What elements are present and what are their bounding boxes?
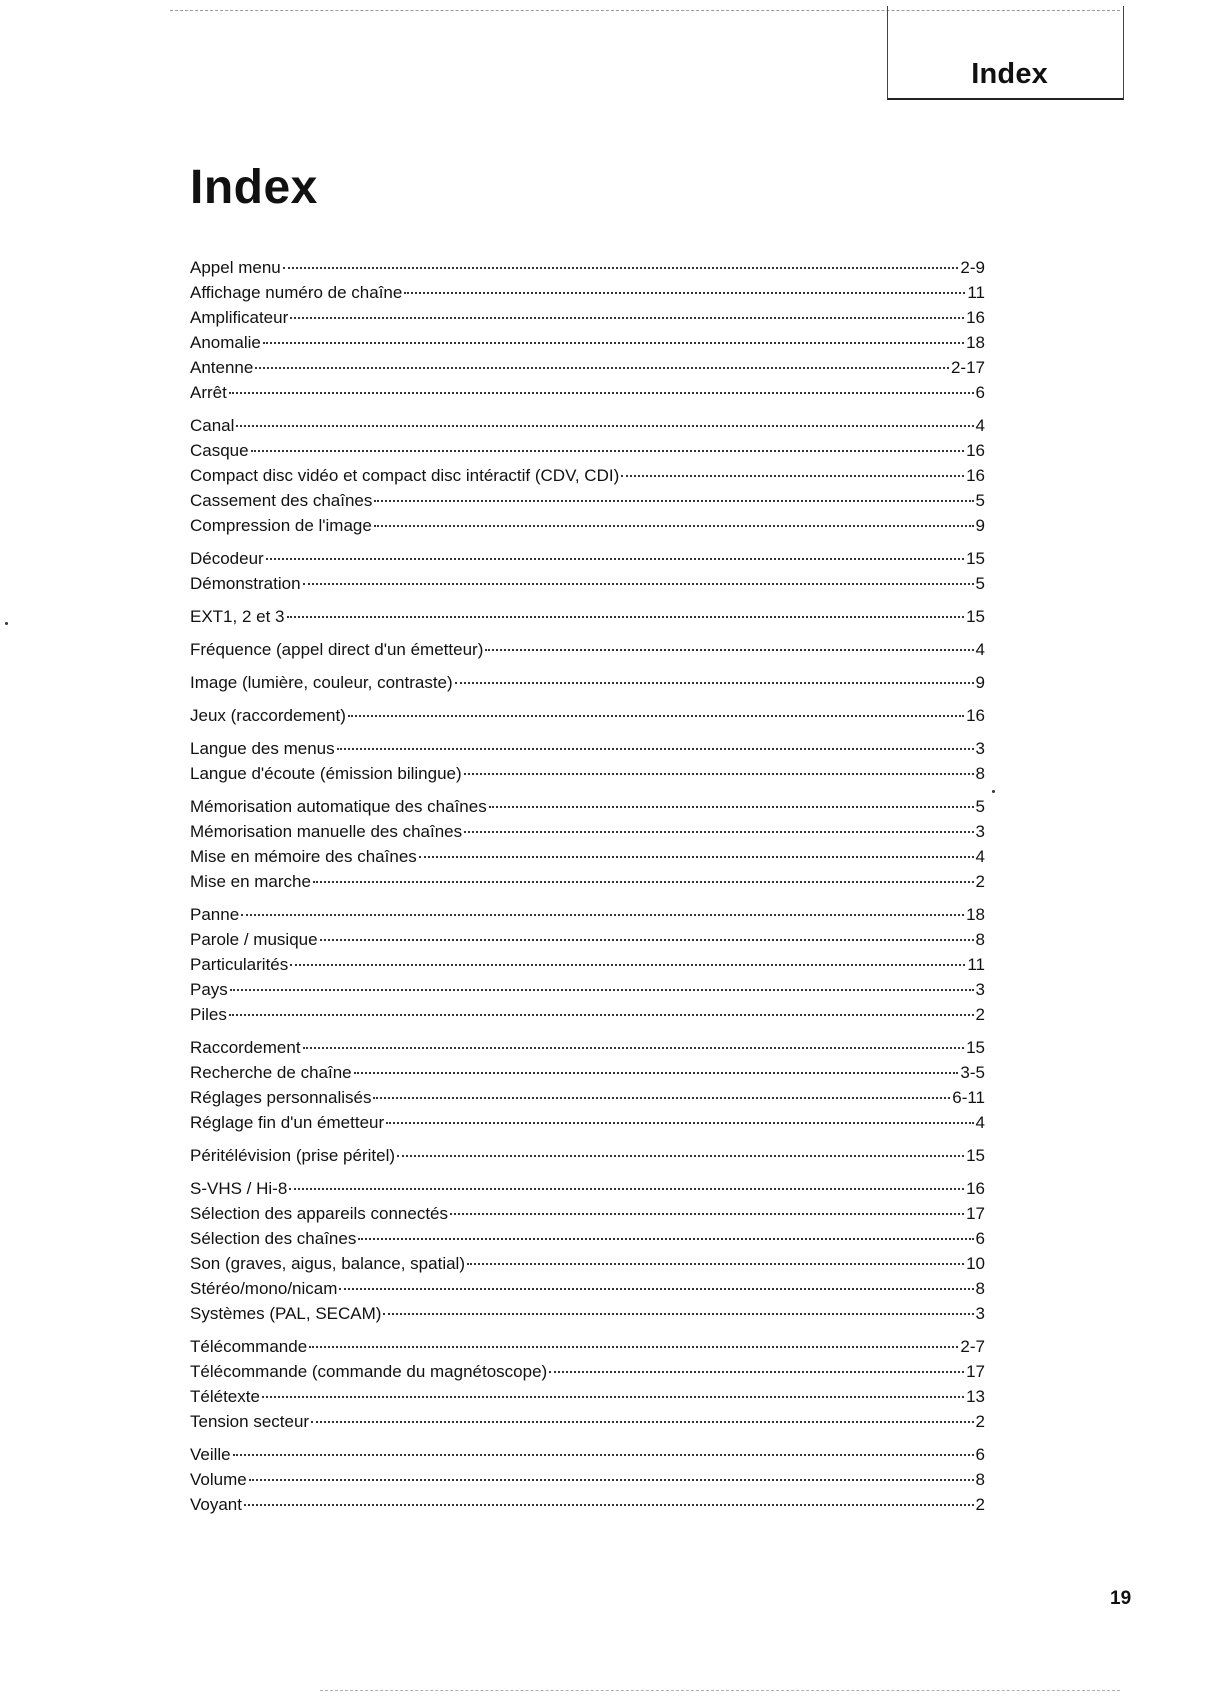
index-entry [190,513,985,538]
index-group [190,413,985,538]
entry-page: 6 [975,1229,985,1248]
entry-page: 10 [966,1254,985,1273]
dot-leader [249,1479,974,1481]
index-group [190,1143,985,1168]
index-entry [190,1334,985,1359]
dot-leader [337,748,974,750]
dot-leader [404,292,965,294]
entry-page: 4 [975,640,985,659]
entry-label: Péritélévision (prise péritel) [190,1146,396,1165]
dot-leader [450,1213,964,1215]
entry-label: Panne [190,905,240,924]
index-group [190,670,985,695]
entry-label: Sélection des chaînes [190,1229,357,1248]
index-entry [190,305,985,330]
index-entry [190,703,985,728]
entry-label: Antenne [190,358,254,377]
dot-leader [464,831,973,833]
entry-page: 6 [975,383,985,402]
dot-leader [339,1288,973,1290]
entry-page: 15 [966,549,985,568]
entry-page: 8 [975,930,985,949]
index-entry [190,927,985,952]
index-entry [190,438,985,463]
entry-page: 16 [966,308,985,327]
index-entry [190,546,985,571]
entry-label: Réglage fin d'un émetteur [190,1113,385,1132]
index-entry [190,280,985,305]
scan-speck [992,790,995,793]
header-tab [887,6,1124,100]
index-entry [190,604,985,629]
entry-label: Fréquence (appel direct d'un émetteur) [190,640,484,659]
index-entry [190,1384,985,1409]
index-entry [190,1002,985,1027]
dot-leader [241,914,964,916]
entry-label: S-VHS / Hi-8 [190,1179,288,1198]
entry-page: 18 [966,905,985,924]
entry-page: 16 [966,1179,985,1198]
dot-leader [262,1396,964,1398]
entry-page: 8 [975,764,985,783]
header-tab-label: Index [971,58,1048,90]
entry-label: Particularités [190,955,289,974]
index-group [190,1334,985,1434]
entry-page: 9 [975,516,985,535]
dot-leader [313,881,974,883]
entry-page: 4 [975,847,985,866]
index-entry [190,571,985,596]
entry-label: Parole / musique [190,930,318,949]
index-group [190,255,985,405]
index-entry [190,1085,985,1110]
dot-leader [287,616,965,618]
index-entry [190,1110,985,1135]
dot-leader [251,450,964,452]
index-entry [190,952,985,977]
dot-leader [236,425,973,427]
entry-label: Voyant [190,1495,242,1514]
entry-page: 2-17 [950,358,985,377]
entry-label: Recherche de chaîne [190,1063,352,1082]
entry-page: 6 [975,1445,985,1464]
entry-page: 18 [966,333,985,352]
dot-leader [397,1155,964,1157]
index-entry [190,1060,985,1085]
index-entry [190,1359,985,1384]
entry-page: 6-11 [952,1088,985,1107]
dot-leader [309,1346,958,1348]
index-entry [190,1035,985,1060]
entry-page: 2 [975,1412,985,1431]
page-title: Index [190,161,318,214]
entry-label: Mise en mémoire des chaînes [190,847,417,866]
dot-leader [383,1313,973,1315]
dot-leader [290,317,964,319]
index-entry [190,488,985,513]
index-entry [190,255,985,280]
dot-leader [374,525,974,527]
index-entry [190,355,985,380]
entry-page: 3 [975,1304,985,1323]
entry-label: Veille [190,1445,231,1464]
entry-page: 17 [966,1204,985,1223]
index-entry [190,736,985,761]
entry-page: 2-7 [960,1337,985,1356]
index-entry [190,844,985,869]
entry-label: Télétexte [190,1387,260,1406]
entry-label: Casque [190,441,249,460]
entry-label: Raccordement [190,1038,301,1057]
index-entry [190,330,985,355]
index-group [190,1176,985,1326]
entry-page: 4 [975,416,985,435]
index-entry [190,670,985,695]
index-entry [190,869,985,894]
dot-leader [348,715,964,717]
index-list [190,255,985,1525]
entry-label: Image (lumière, couleur, contraste) [190,673,453,692]
entry-label: Langue des menus [190,739,335,758]
dot-leader [467,1263,964,1265]
entry-page: 16 [966,706,985,725]
entry-page: 17 [966,1362,985,1381]
entry-label: Anomalie [190,333,261,352]
entry-label: Compact disc vidéo et compact disc intéractif (CDV, CDI) [190,466,620,485]
entry-label: Canal [190,416,235,435]
entry-label: Amplificateur [190,308,289,327]
entry-page: 8 [975,1279,985,1298]
index-entry [190,794,985,819]
dot-leader [621,475,964,477]
page-number: 19 [1110,1588,1132,1609]
entry-page: 15 [966,607,985,626]
dot-leader [290,964,965,966]
entry-page: 3 [975,822,985,841]
entry-label: Affichage numéro de chaîne [190,283,403,302]
index-entry [190,761,985,786]
dot-leader [263,342,964,344]
dot-leader [289,1188,964,1190]
index-group [190,703,985,728]
entry-page: 13 [966,1387,985,1406]
dot-leader [419,856,974,858]
entry-page: 11 [967,955,985,974]
index-entry [190,977,985,1002]
index-entry [190,1201,985,1226]
dot-leader [485,649,973,651]
index-entry [190,1251,985,1276]
index-entry [190,463,985,488]
entry-label: Mémorisation automatique des chaînes [190,797,487,816]
index-group [190,1035,985,1135]
entry-label: EXT1, 2 et 3 [190,607,285,626]
index-group [190,604,985,629]
index-entry [190,1467,985,1492]
index-group [190,902,985,1027]
dot-leader [374,500,973,502]
entry-page: 3 [975,739,985,758]
entry-label: Démonstration [190,574,301,593]
dot-leader [489,806,974,808]
index-entry [190,819,985,844]
index-entry [190,1276,985,1301]
entry-label: Décodeur [190,549,264,568]
dot-leader [244,1504,974,1506]
dot-leader [311,1421,973,1423]
dot-leader [229,392,974,394]
bottom-rule [320,1690,1120,1691]
dot-leader [358,1238,973,1240]
index-entry [190,1143,985,1168]
index-group [190,637,985,662]
entry-page: 2 [975,1005,985,1024]
entry-label: Sélection des appareils connectés [190,1204,448,1223]
entry-label: Pays [190,980,228,999]
entry-page: 15 [966,1146,985,1165]
index-entry [190,1176,985,1201]
entry-label: Volume [190,1470,247,1489]
entry-label: Jeux (raccordement) [190,706,346,725]
entry-label: Réglages personnalisés [190,1088,372,1107]
dot-leader [373,1097,950,1099]
entry-page: 5 [975,797,985,816]
dot-leader [320,939,974,941]
dot-leader [549,1371,964,1373]
dot-leader [230,989,974,991]
entry-page: 15 [966,1038,985,1057]
dot-leader [266,558,964,560]
entry-page: 11 [967,283,985,302]
entry-page: 3-5 [960,1063,985,1082]
dot-leader [455,682,974,684]
entry-page: 4 [975,1113,985,1132]
entry-label: Piles [190,1005,227,1024]
index-entry [190,902,985,927]
index-entry [190,1301,985,1326]
entry-label: Arrêt [190,383,227,402]
dot-leader [229,1014,974,1016]
index-entry [190,1409,985,1434]
entry-label: Cassement des chaînes [190,491,373,510]
entry-page: 5 [975,574,985,593]
entry-page: 16 [966,466,985,485]
entry-label: Appel menu [190,258,281,277]
scan-speck [5,622,8,625]
entry-label: Langue d'écoute (émission bilingue) [190,764,462,783]
dot-leader [303,1047,965,1049]
index-group [190,1442,985,1517]
entry-page: 2 [975,1495,985,1514]
index-entry [190,1492,985,1517]
entry-label: Télécommande [190,1337,308,1356]
entry-page: 2 [975,872,985,891]
dot-leader [303,583,974,585]
dot-leader [354,1072,959,1074]
entry-label: Mise en marche [190,872,311,891]
entry-label: Systèmes (PAL, SECAM) [190,1304,382,1323]
dot-leader [386,1122,973,1124]
index-entry [190,637,985,662]
dot-leader [464,773,974,775]
entry-label: Tension secteur [190,1412,310,1431]
entry-page: 3 [975,980,985,999]
index-entry [190,1226,985,1251]
entry-label: Son (graves, aigus, balance, spatial) [190,1254,465,1273]
index-group [190,794,985,894]
entry-page: 8 [975,1470,985,1489]
entry-page: 5 [975,491,985,510]
index-group [190,546,985,596]
index-group [190,736,985,786]
entry-label: Mémorisation manuelle des chaînes [190,822,463,841]
dot-leader [255,367,949,369]
index-entry [190,380,985,405]
entry-page: 9 [975,673,985,692]
entry-page: 2-9 [960,258,985,277]
entry-label: Compression de l'image [190,516,372,535]
entry-label: Télécommande (commande du magnétoscope) [190,1362,548,1381]
index-entry [190,1442,985,1467]
entry-page: 16 [966,441,985,460]
entry-label: Stéréo/mono/nicam [190,1279,338,1298]
dot-leader [283,267,959,269]
index-entry [190,413,985,438]
dot-leader [233,1454,974,1456]
